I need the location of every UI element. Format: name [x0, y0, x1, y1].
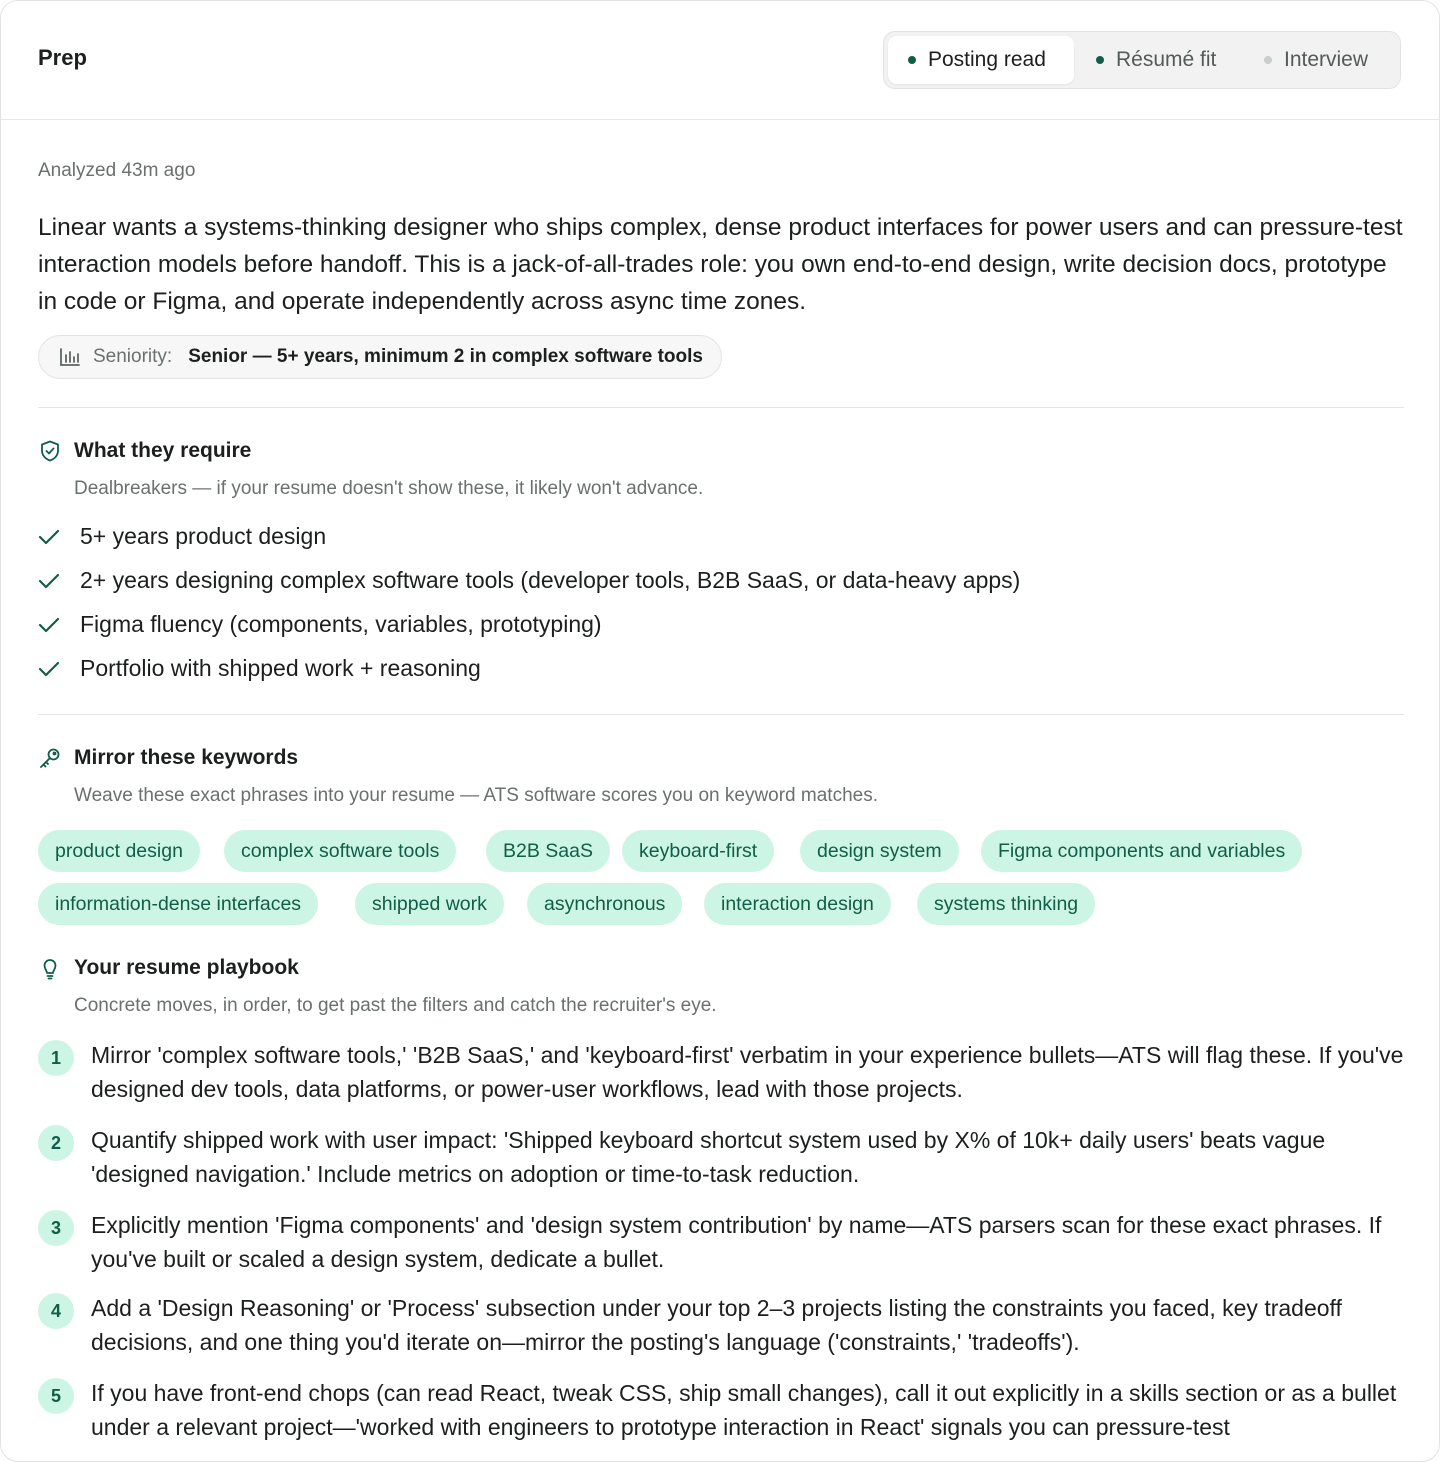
status-dot-icon	[908, 56, 916, 64]
playbook-heading	[38, 956, 299, 980]
status-dot-icon	[1264, 56, 1272, 64]
shield-check-icon	[38, 439, 62, 463]
lightbulb-icon	[38, 956, 62, 980]
requirements-title: What they require	[74, 439, 252, 462]
seniority-label: Seniority:	[93, 346, 173, 367]
requirement-item	[38, 523, 326, 550]
step-number: 4	[38, 1293, 74, 1329]
step-text: Explicitly mention 'Figma components' and 'design system contribution' by name—ATS parsers scan for these exact phrases. If you've built or scaled a design system, dedicate a bullet.	[91, 1212, 1382, 1272]
step-number: 5	[38, 1378, 74, 1414]
tab-label: Interview	[1284, 48, 1369, 71]
section-divider	[38, 407, 1404, 408]
keyword-chip: information-dense interfaces	[38, 883, 318, 925]
section-divider	[38, 714, 1404, 715]
seniority-badge	[38, 335, 722, 379]
step-text: Add a 'Design Reasoning' or 'Process' subsection under your top 2–3 projects listing the constraints you faced, key tradeoff decisions, and one thing you'd iterate on—mirror the posting's language ('constraints,' 'tradeoffs').	[91, 1295, 1342, 1355]
key-icon	[38, 746, 62, 770]
requirement-text: Figma fluency (components, variables, prototyping)	[80, 611, 602, 637]
requirement-text: 5+ years product design	[80, 523, 327, 549]
keyword-chip: Figma components and variables	[981, 830, 1302, 872]
keyword-chip: keyboard-first	[622, 830, 774, 872]
status-dot-icon	[1096, 56, 1104, 64]
tab-resume-fit[interactable]	[1080, 36, 1240, 84]
tab-label: Posting read	[928, 48, 1046, 71]
keywords-title: Mirror these keywords	[74, 746, 299, 769]
requirement-item	[38, 655, 481, 682]
bar-chart-icon	[59, 347, 81, 367]
view-tabs	[883, 31, 1401, 89]
check-icon	[38, 528, 60, 546]
check-icon	[38, 616, 60, 634]
requirements-heading	[38, 439, 251, 463]
requirement-text: 2+ years designing complex software tools (developer tools, B2B SaaS, or data-heavy apps)	[80, 567, 1021, 593]
tab-label: Résumé fit	[1116, 48, 1217, 71]
check-icon	[38, 572, 60, 590]
tab-posting-read[interactable]	[888, 36, 1074, 84]
keywords-heading	[38, 746, 298, 770]
page-title: Prep	[38, 45, 87, 70]
requirement-text: Portfolio with shipped work + reasoning	[80, 655, 481, 681]
seniority-value: Senior — 5+ years, minimum 2 in complex software tools	[188, 346, 703, 367]
keyword-chip: shipped work	[355, 883, 504, 925]
check-icon	[38, 660, 60, 678]
step-text: Quantify shipped work with user impact: 'Shipped keyboard shortcut system used by X% of 10k+ daily users' beats vague 'designed navigation.' Include metrics on adoption or time-to-task reduction.	[91, 1127, 1326, 1187]
playbook-title: Your resume playbook	[74, 956, 299, 979]
keyword-chip: product design	[38, 830, 200, 872]
keyword-chip: systems thinking	[917, 883, 1095, 925]
playbook-subtitle: Concrete moves, in order, to get past the filters and catch the recruiter's eye.	[74, 995, 717, 1016]
analyzed-timestamp: Analyzed 43m ago	[38, 160, 196, 181]
requirement-item	[38, 567, 1020, 594]
requirement-item	[38, 611, 602, 638]
keyword-chip: design system	[800, 830, 959, 872]
step-number: 3	[38, 1210, 74, 1246]
posting-summary: Linear wants a systems-thinking designer who ships complex, dense product interfaces for power users and can pressure-test interaction models before handoff. This is a jack-of-all-trades role: you own end-to-end design, write decision docs, prototype in code or Figma, and operate independently across async time zones.	[38, 214, 1403, 315]
step-number: 2	[38, 1125, 74, 1161]
step-text: Mirror 'complex software tools,' 'B2B SaaS,' and 'keyboard-first' verbatim in your experience bullets—ATS will flag these. If you've designed dev tools, data platforms, or power-user workflows, lead with those projects.	[91, 1042, 1404, 1102]
panel-header	[1, 1, 1439, 120]
tab-interview[interactable]	[1246, 36, 1396, 84]
keyword-chip: interaction design	[704, 883, 891, 925]
keyword-chip: B2B SaaS	[486, 830, 610, 872]
keyword-chip: complex software tools	[224, 830, 456, 872]
requirements-subtitle: Dealbreakers — if your resume doesn't show these, it likely won't advance.	[74, 478, 704, 499]
step-text: If you have front-end chops (can read React, tweak CSS, ship small changes), call it out explicitly in a skills section or as a bullet under a relevant project—'worked with engineers to prototype interaction in React' signals you can pressure-test	[91, 1380, 1397, 1440]
keywords-subtitle: Weave these exact phrases into your resume — ATS software scores you on keyword matches.	[74, 785, 878, 806]
keyword-chip: asynchronous	[527, 883, 682, 925]
step-number: 1	[38, 1040, 74, 1076]
